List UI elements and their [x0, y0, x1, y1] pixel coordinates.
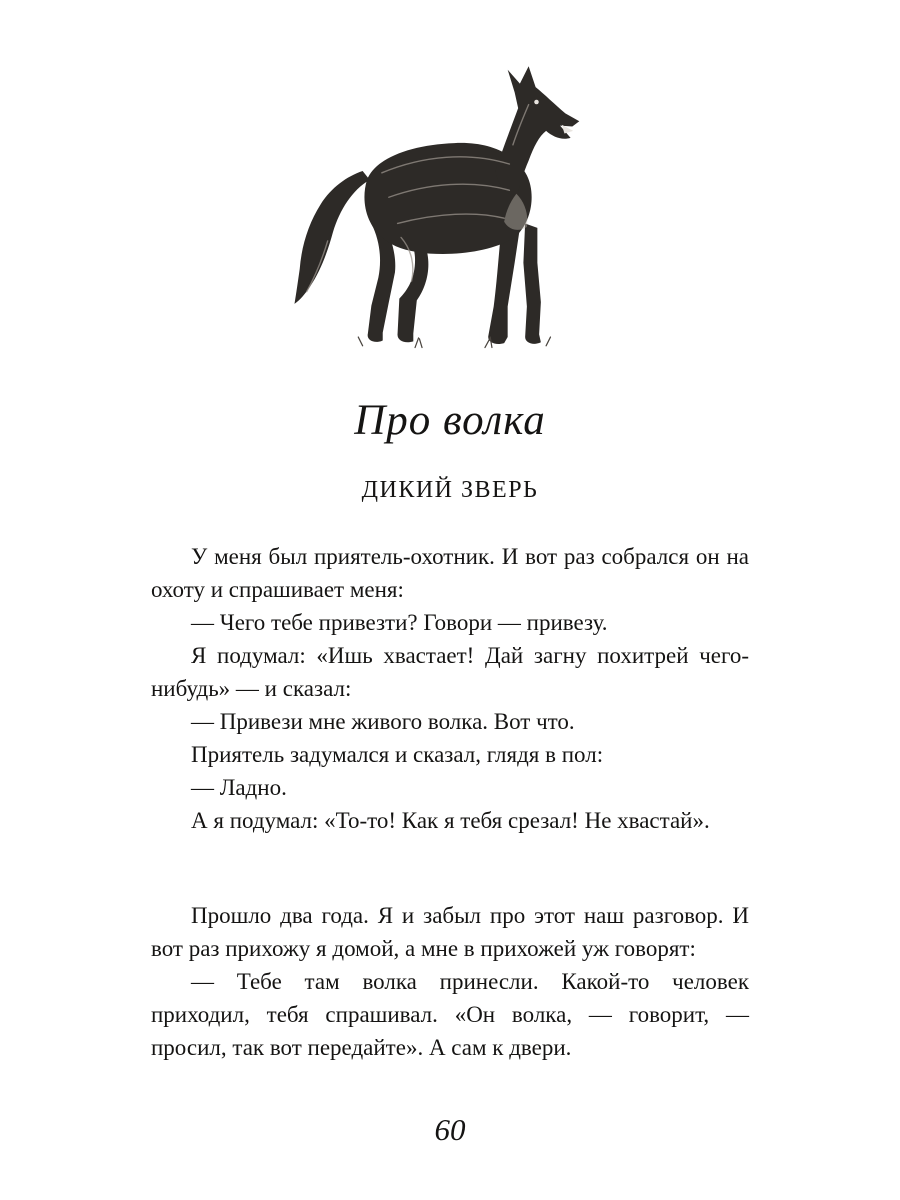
- paragraph: — Тебе там волка принесли. Какой-то человек приходил, тебя спрашивал. «Он волка, — говорит, — просил, так вот передайте». А сам к двери.: [151, 969, 749, 1060]
- paragraph: У меня был приятель-охотник. И вот раз собрался он на охоту и спрашивает меня:: [151, 544, 749, 602]
- paragraph: — Привези мне живого волка. Вот что.: [191, 709, 575, 734]
- wolf-illustration: [0, 0, 900, 372]
- story-title: ДИКИЙ ЗВЕРЬ: [361, 477, 539, 503]
- paragraph: Я подумал: «Ишь хвастает! Дай загну похитрей чего-нибудь» — и сказал:: [151, 643, 749, 701]
- chapter-title: Про волка: [354, 397, 546, 444]
- section-break: [151, 837, 749, 899]
- paragraph: Прошло два года. Я и забыл про этот наш разговор. И вот раз прихожу я домой, а мне в прихожей уж говорят:: [151, 903, 749, 961]
- paragraph: — Чего тебе привезти? Говори — привезу.: [191, 610, 608, 635]
- story-text: [151, 540, 749, 1064]
- paragraph: Приятель задумался и сказал, глядя в пол:: [191, 742, 604, 767]
- wolf-image: [264, 40, 636, 372]
- page-number: 60: [434, 1112, 466, 1147]
- paragraph: — Ладно.: [191, 775, 287, 800]
- paragraph: А я подумал: «То-то! Как я тебя срезал! Не хвастай».: [191, 808, 710, 833]
